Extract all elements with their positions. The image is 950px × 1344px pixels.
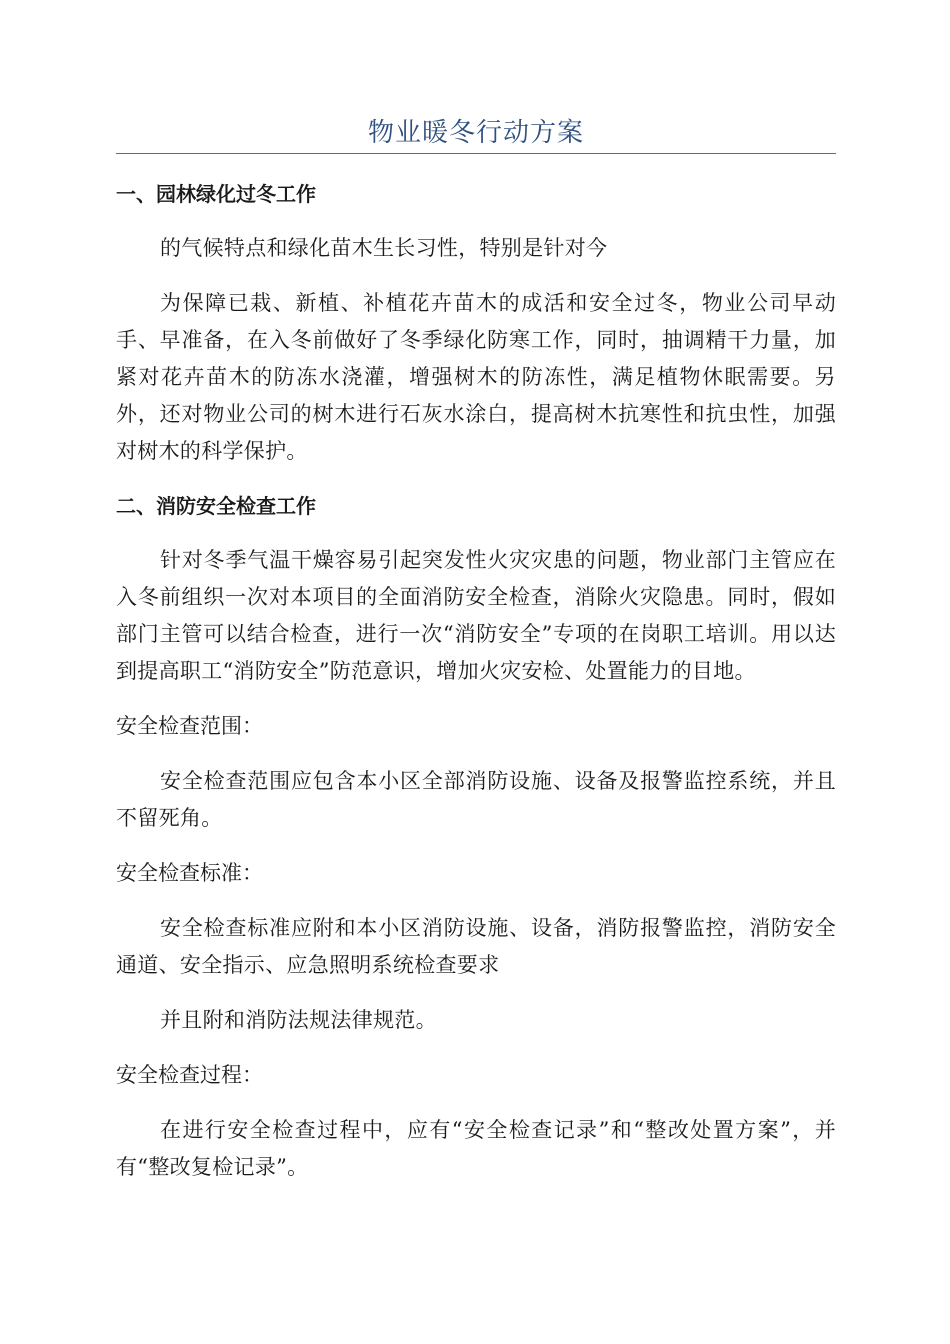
title-underline bbox=[116, 153, 836, 154]
subheading-standard: 安全检查标准： bbox=[116, 861, 263, 885]
paragraph: 安全检查标准应附和本小区消防设施、设备，消防报警监控，消防安全通道、安全指示、应急照明系统检查要求 bbox=[116, 916, 836, 977]
paragraph: 安全检查范围应包含本小区全部消防设施、设备及报警监控系统，并且不留死角。 bbox=[116, 769, 836, 830]
section-heading-fire-safety: 二、消防安全检查工作 bbox=[116, 494, 316, 518]
paragraph: 为保障已栽、新植、补植花卉苗木的成活和安全过冬，物业公司早动手、早准备，在入冬前做好了冬季绿化防寒工作，同时，抽调精干力量，加紧对花卉苗木的防冻水浇灌，增强树木的防冻性，满足植物休眠需要。另外，还对物业公司的树木进行石灰水涂白，提高树木抗寒性和抗虫性，加强对树木的科学保护。 bbox=[116, 291, 836, 463]
paragraph: 并且附和消防法规法律规范。 bbox=[160, 1008, 437, 1032]
paragraph: 在进行安全检查过程中，应有“安全检查记录”和“整改处置方案”，并有“整改复检记录”。 bbox=[116, 1118, 836, 1179]
document-body bbox=[116, 176, 836, 1204]
subheading-process: 安全检查过程： bbox=[116, 1063, 263, 1087]
paragraph: 的气候特点和绿化苗木生长习性，特别是针对今 bbox=[160, 236, 608, 260]
document-title: 物业暖冬行动方案 bbox=[367, 118, 584, 148]
section-heading-greening: 一、园林绿化过冬工作 bbox=[116, 182, 316, 206]
paragraph: 针对冬季气温干燥容易引起突发性火灾灾患的问题，物业部门主管应在入冬前组织一次对本项目的全面消防安全检查，消除火灾隐患。同时，假如部门主管可以结合检查，进行一次“消防安全”专项的在岗职工培训。用以达到提高职工“消防安全”防范意识，增加火灾安检、处置能力的目地。 bbox=[116, 548, 836, 683]
subheading-scope: 安全检查范围： bbox=[116, 714, 263, 738]
